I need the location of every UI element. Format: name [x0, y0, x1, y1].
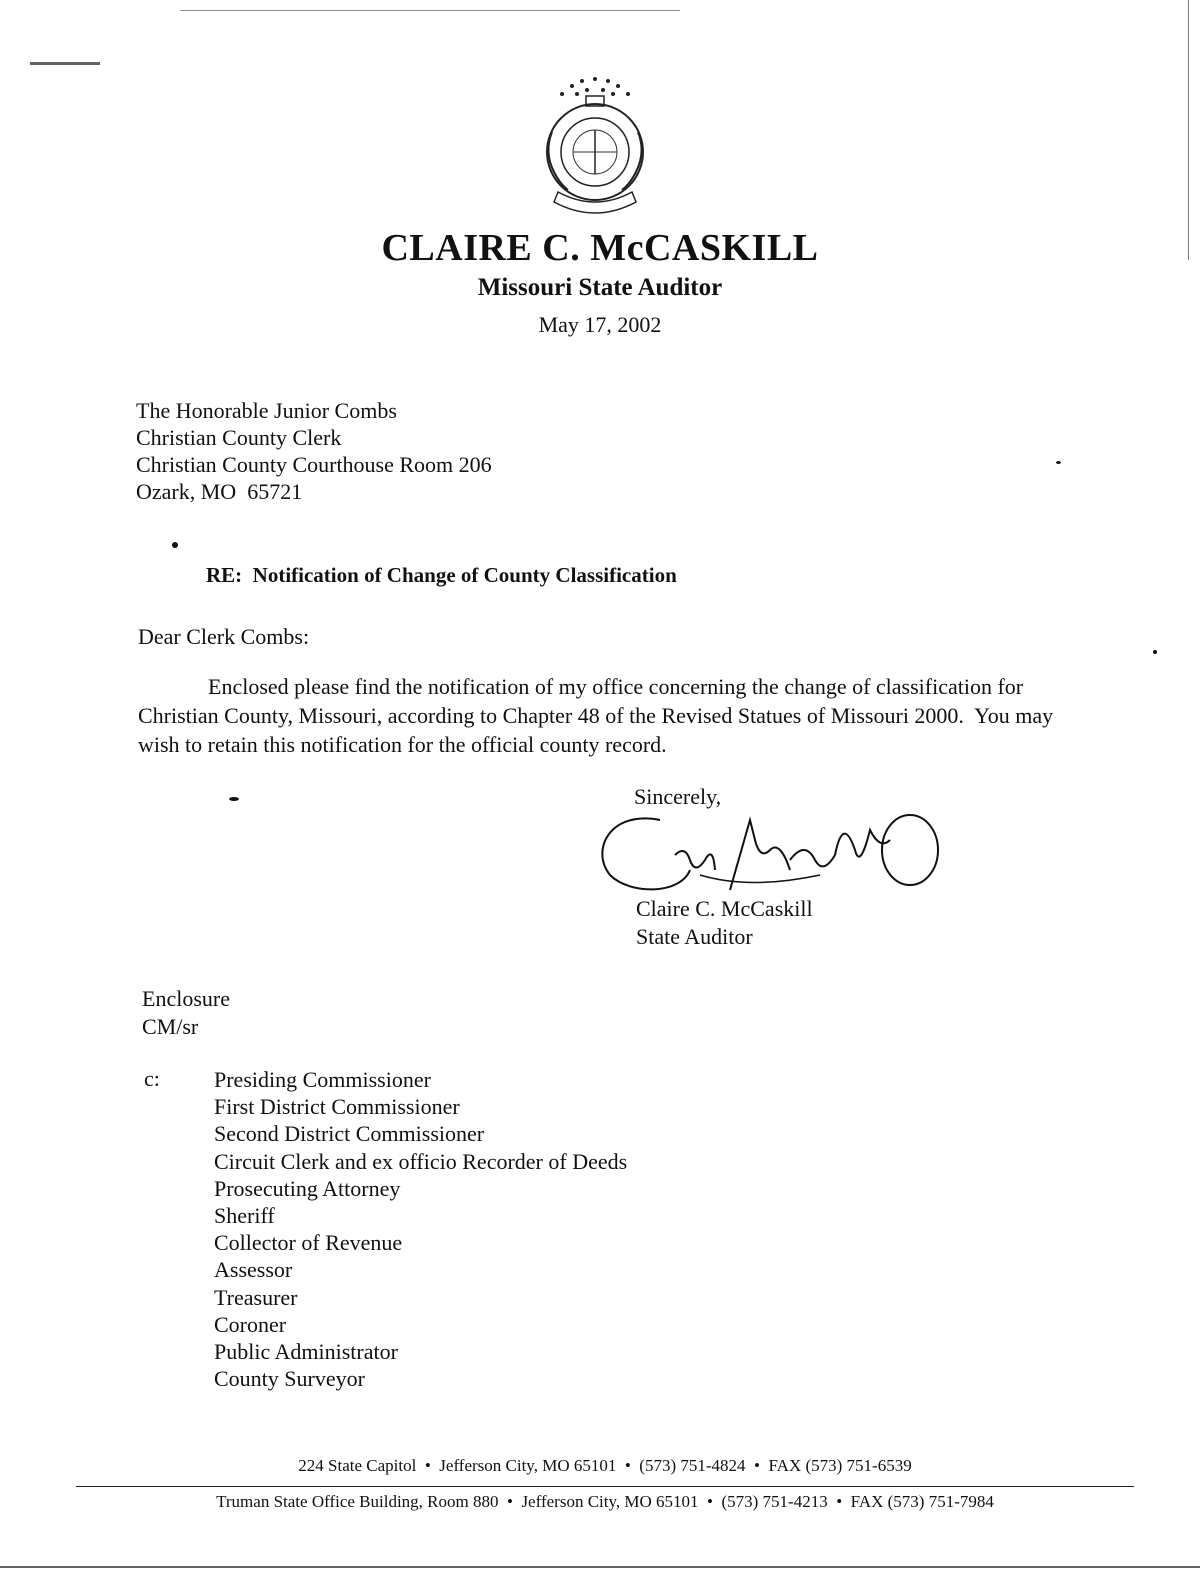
scan-speck: [172, 542, 178, 548]
recipient-line: The Honorable Junior Combs: [136, 398, 397, 423]
scan-bottom-edge: [0, 1566, 1200, 1568]
cc-item: County Surveyor: [214, 1366, 365, 1392]
letter-body: [138, 672, 1068, 759]
enclosure-block: [142, 985, 230, 1041]
signature-image: [590, 800, 950, 900]
scan-corner-mark: [30, 62, 100, 65]
scan-speck: [229, 797, 239, 801]
footer-address-capitol: 224 State Capitol • Jefferson City, MO 65101 • (573) 751-4824 • FAX (573) 751-6539: [298, 1456, 912, 1475]
initials-line: CM/sr: [142, 1014, 199, 1039]
scan-speck: [1056, 461, 1061, 464]
recipient-address: [136, 397, 492, 505]
closing: Sincerely,: [634, 784, 722, 809]
cc-item: Treasurer: [214, 1284, 298, 1310]
footer-address-truman: Truman State Office Building, Room 880 • Jefferson City, MO 65101 • (573) 751-4213 • FAX (573) 751-7984: [216, 1492, 994, 1511]
cc-item: Prosecuting Attorney: [214, 1175, 401, 1201]
missouri-state-seal-icon: [522, 72, 668, 218]
cc-item: Second District Commissioner: [214, 1121, 485, 1147]
letterhead-name: CLAIRE C. McCASKILL: [381, 227, 819, 269]
scan-top-rule: [180, 10, 680, 11]
letterhead-title: Missouri State Auditor: [477, 274, 723, 301]
body-paragraph: Enclosed please find the notification of my office concerning the change of classification for Christian County, Missouri, according to Chapter 48 of the Revised Statues of Missouri 2000. You may wish to retain this notification for the official county record.: [138, 674, 1059, 757]
signer-block: [636, 895, 813, 951]
cc-label: c:: [144, 1066, 160, 1091]
cc-item: Public Administrator: [214, 1339, 398, 1365]
cc-item: Collector of Revenue: [214, 1230, 403, 1256]
scan-right-edge: [1188, 0, 1189, 260]
footer-divider: [76, 1486, 1134, 1487]
cc-item: Sheriff: [214, 1203, 275, 1229]
cc-item: Assessor: [214, 1257, 293, 1283]
cc-item: Circuit Clerk and ex officio Recorder of Deeds: [214, 1148, 628, 1174]
letter-date: May 17, 2002: [538, 312, 662, 337]
signer-name: Claire C. McCaskill: [636, 896, 813, 921]
recipient-line: Christian County Courthouse Room 206: [136, 452, 492, 477]
cc-item: First District Commissioner: [214, 1094, 460, 1120]
cc-list: [214, 1066, 627, 1392]
cc-item: Presiding Commissioner: [214, 1067, 431, 1092]
enclosure-line: Enclosure: [142, 986, 230, 1011]
salutation: Dear Clerk Combs:: [138, 624, 310, 649]
re-line: RE: Notification of Change of County Classification: [206, 563, 677, 587]
scan-speck: [1153, 650, 1157, 654]
signer-title: State Auditor: [636, 924, 753, 949]
cc-item: Coroner: [214, 1311, 287, 1337]
recipient-line: Christian County Clerk: [136, 425, 342, 450]
recipient-line: Ozark, MO 65721: [136, 479, 303, 504]
